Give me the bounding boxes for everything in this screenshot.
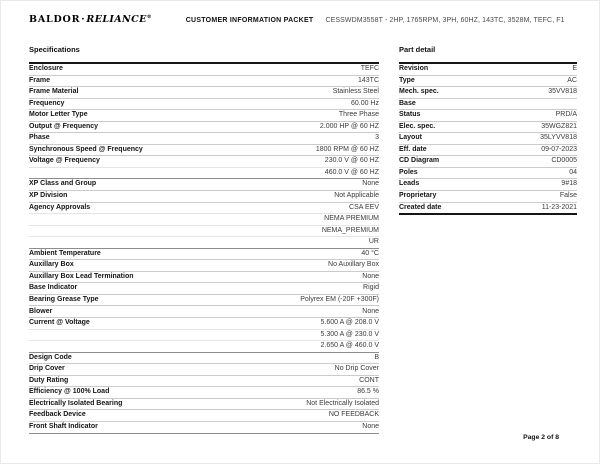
spec-label: Ambient Temperature: [29, 249, 101, 257]
spec-value: Not Electrically Isolated: [306, 399, 379, 407]
spec-row: [29, 295, 379, 307]
part-detail-row: [399, 76, 577, 88]
spec-value: 2.000 HP @ 60 HZ: [319, 122, 379, 130]
spec-row: [29, 87, 379, 99]
part-detail-title: Part detail: [399, 45, 436, 54]
document-title: CUSTOMER INFORMATION PACKET: [185, 17, 314, 25]
part-detail-label: Elec. spec.: [399, 122, 436, 130]
spec-row: [29, 318, 379, 330]
spec-value: None: [362, 422, 379, 430]
spec-row: [29, 249, 379, 261]
spec-value: 230.0 V @ 60 HZ: [324, 157, 379, 165]
spec-value: 60.00 Hz: [350, 99, 379, 107]
part-detail-row: [399, 110, 577, 122]
spec-label: XP Division: [29, 192, 68, 200]
spec-row: [29, 283, 379, 295]
spec-row: [29, 376, 379, 388]
part-detail-label: Proprietary: [399, 192, 437, 200]
part-detail-row: [399, 145, 577, 157]
spec-label: Blower: [29, 307, 53, 315]
spec-row: [29, 203, 379, 215]
spec-label: XP Class and Group: [29, 180, 97, 188]
part-detail-row: [399, 133, 577, 145]
spec-value: NO FEEDBACK: [328, 411, 379, 419]
part-detail-label: Layout: [399, 134, 422, 142]
part-detail-row: [399, 203, 577, 216]
specifications-table: [29, 62, 379, 434]
spec-value: Stainless Steel: [332, 88, 379, 96]
spec-label: Phase: [29, 134, 50, 142]
spec-row: [29, 133, 379, 145]
baldor-reliance-logo: [29, 14, 152, 25]
spec-row: [29, 179, 379, 191]
part-detail-value: AC: [567, 76, 577, 84]
part-detail-label: Mech. spec.: [399, 88, 439, 96]
part-detail-label: Type: [399, 76, 415, 84]
spec-value: NEMA_PREMIUM: [321, 226, 379, 234]
part-detail-row: [399, 99, 577, 111]
part-detail-value: 9#18: [561, 180, 577, 188]
spec-row: [29, 122, 379, 134]
spec-row: [29, 306, 379, 318]
spec-row: [29, 341, 379, 353]
spec-label: Voltage @ Frequency: [29, 157, 100, 165]
spec-value: Polyrex EM (-20F +300F): [300, 295, 379, 303]
part-detail-label: Eff. date: [399, 145, 427, 153]
part-detail-section: [399, 45, 577, 215]
spec-label: Synchronous Speed @ Frequency: [29, 145, 143, 153]
part-detail-row: [399, 87, 577, 99]
spec-row: [29, 226, 379, 238]
part-detail-row: [399, 64, 577, 76]
part-detail-label: Created date: [399, 203, 442, 211]
spec-label: Motor Letter Type: [29, 111, 88, 119]
spec-row: [29, 364, 379, 376]
spec-row: [29, 64, 379, 76]
spec-value: TEFC: [360, 65, 379, 73]
spec-value: 1800 RPM @ 60 HZ: [315, 145, 379, 153]
part-detail-value: PRD/A: [555, 111, 577, 119]
spec-row: [29, 156, 379, 168]
spec-value: 5.600 A @ 208.0 V: [320, 319, 379, 327]
part-detail-label: Poles: [399, 168, 418, 176]
spec-label: Base Indicator: [29, 284, 78, 292]
spec-value: NEMA PREMIUM: [324, 215, 379, 223]
spec-value: Not Applicable: [334, 192, 379, 200]
spec-value: 3: [375, 134, 379, 142]
part-detail-value: CD0005: [551, 157, 577, 165]
spec-value: 86.5 %: [357, 388, 379, 396]
part-detail-value: False: [559, 192, 577, 200]
spec-label: Frequency: [29, 99, 65, 107]
spec-row: [29, 387, 379, 399]
part-detail-row: [399, 191, 577, 203]
spec-row: [29, 272, 379, 284]
spec-row: [29, 422, 379, 434]
spec-label: Bearing Grease Type: [29, 295, 99, 303]
part-detail-value: 35WGZ821: [541, 122, 577, 130]
spec-value: 5.300 A @ 230.0 V: [320, 330, 379, 338]
specifications-section: [29, 45, 379, 434]
spec-row: [29, 191, 379, 203]
spec-label: Frame: [29, 76, 51, 84]
spec-value: No Drip Cover: [334, 365, 379, 373]
part-detail-value: E: [572, 65, 577, 73]
spec-row: [29, 99, 379, 111]
part-detail-value: 11-23-2021: [541, 203, 577, 211]
page-number: Page 2 of 8: [523, 434, 559, 441]
spec-row: [29, 145, 379, 157]
spec-label: Efficiency @ 100% Load: [29, 388, 110, 396]
spec-value: None: [362, 307, 379, 315]
spec-label: Feedback Device: [29, 411, 86, 419]
spec-value: 460.0 V @ 60 HZ: [324, 168, 379, 176]
logo-baldor-text: BALDOR: [29, 14, 81, 26]
spec-label: Agency Approvals: [29, 203, 91, 211]
spec-label: Output @ Frequency: [29, 122, 99, 130]
spec-label: Auxillary Box Lead Termination: [29, 272, 134, 280]
spec-row: [29, 168, 379, 180]
spec-label: Auxillary Box: [29, 261, 74, 269]
spec-value: CSA EEV: [349, 203, 379, 211]
logo-reliance-text: RELIANCE: [86, 14, 147, 26]
logo-separator-dot: ·: [81, 14, 86, 26]
spec-value: 40 °C: [361, 249, 379, 257]
spec-label: Electrically Isolated Bearing: [29, 399, 123, 407]
spec-value: Three Phase: [338, 111, 379, 119]
part-detail-row: [399, 179, 577, 191]
product-description: CESSWDM3558T - 2HP, 1765RPM, 3PH, 60HZ, 143TC, 3528M, TEFC, F1: [325, 17, 565, 25]
part-detail-value: 09-07-2023: [541, 145, 577, 153]
spec-row: [29, 214, 379, 226]
spec-value: No Auxillary Box: [328, 261, 379, 269]
part-detail-label: Base: [399, 99, 416, 107]
spec-row: [29, 110, 379, 122]
part-detail-value: 04: [569, 168, 577, 176]
spec-value: 2.650 A @ 460.0 V: [320, 342, 379, 350]
part-detail-row: [399, 156, 577, 168]
spec-value: 143TC: [357, 76, 379, 84]
spec-row: [29, 399, 379, 411]
spec-row: [29, 237, 379, 249]
spec-row: [29, 260, 379, 272]
spec-row: [29, 330, 379, 342]
part-detail-label: Leads: [399, 180, 420, 188]
spec-label: Current @ Voltage: [29, 319, 90, 327]
part-detail-table: [399, 62, 577, 215]
part-detail-label: CD Diagram: [399, 157, 440, 165]
spec-value: B: [374, 353, 379, 361]
registered-trademark-icon: ®: [146, 14, 152, 20]
spec-row: [29, 410, 379, 422]
spec-label: Enclosure: [29, 65, 63, 73]
spec-value: None: [362, 272, 379, 280]
spec-value: UR: [368, 238, 379, 246]
specifications-title: Specifications: [29, 45, 80, 54]
spec-label: Design Code: [29, 353, 72, 361]
spec-label: Frame Material: [29, 88, 79, 96]
spec-row: [29, 76, 379, 88]
part-detail-label: Revision: [399, 65, 429, 73]
spec-label: Drip Cover: [29, 365, 65, 373]
part-detail-label: Status: [399, 111, 421, 119]
part-detail-row: [399, 168, 577, 180]
spec-value: None: [362, 180, 379, 188]
spec-value: Rigid: [363, 284, 379, 292]
part-detail-row: [399, 122, 577, 134]
spec-label: Front Shaft Indicator: [29, 422, 98, 430]
part-detail-value: 35VV818: [548, 88, 577, 96]
part-detail-value: 35LYVV818: [540, 134, 577, 142]
spec-row: [29, 353, 379, 365]
spec-value: CONT: [359, 376, 379, 384]
spec-label: Duty Rating: [29, 376, 69, 384]
document-header: [29, 14, 579, 25]
